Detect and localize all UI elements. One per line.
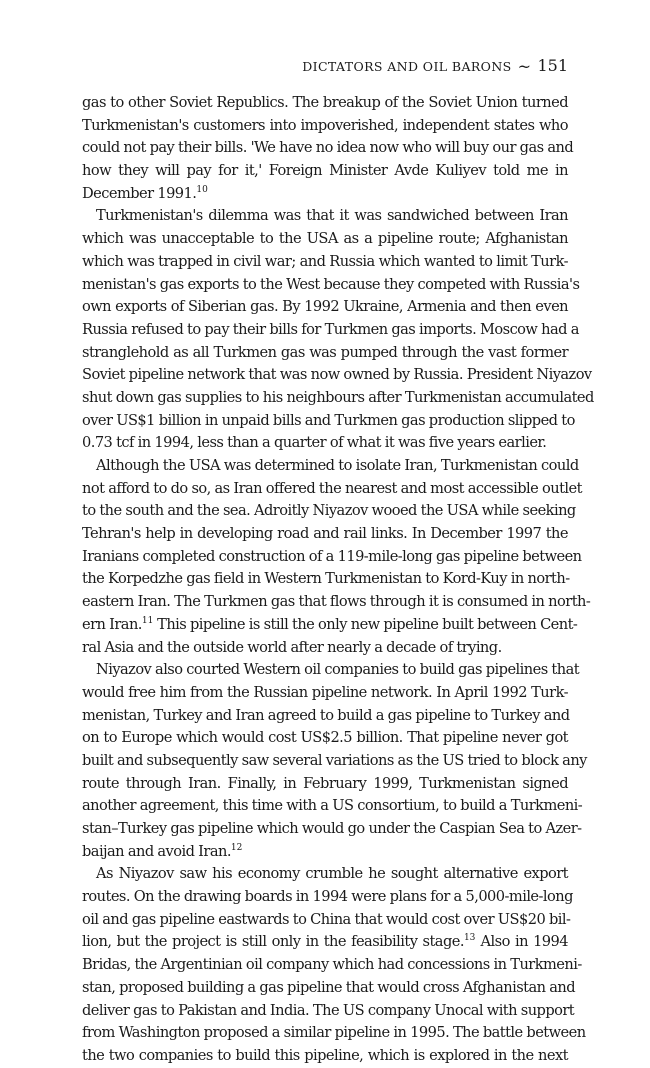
text-line (82, 977, 576, 1000)
text-line (82, 319, 579, 342)
text-line (82, 137, 574, 160)
text-line (82, 92, 568, 115)
line-text: ral Asia and the outside world after nearly a decade of trying. (82, 638, 502, 656)
text-line (82, 863, 568, 886)
footnote-marker: 11 (141, 615, 154, 626)
text-line (82, 841, 568, 864)
text-line (82, 568, 568, 591)
text-line (82, 727, 568, 750)
line-text: As Niyazov saw his economy crumble he sought alternative export (96, 865, 568, 883)
running-title: DICTATORS AND OIL BARONS (302, 59, 512, 74)
text-line (82, 931, 568, 954)
text-line (82, 1045, 568, 1068)
text-line (82, 387, 594, 410)
line-text: which was trapped in civil war; and Russia which wanted to limit Turk- (82, 252, 568, 270)
line-text: stan, proposed building a gas pipeline that would cross Afghanistan and (82, 978, 576, 996)
line-text: stranglehold as all Turkmen gas was pumped through the vast former (82, 343, 568, 361)
text-line (82, 205, 568, 228)
line-text: own exports of Siberian gas. By 1992 Ukraine, Armenia and then even (82, 298, 568, 316)
text-line (82, 364, 592, 387)
text-line (82, 909, 571, 932)
line-text: baijan and avoid Iran. (82, 842, 231, 860)
line-text: eastern Iran. The Turkmen gas that flows through it is consumed in north- (82, 593, 591, 611)
line-text: lion, but the project is still only in the feasibility stage. (82, 933, 464, 951)
text-line (82, 183, 568, 206)
text-line (82, 251, 568, 274)
text-line (82, 432, 568, 455)
line-text: would free him from the Russian pipeline network. In April 1992 Turk- (82, 683, 568, 701)
line-text: Russia refused to pay their bills for Turkmen gas imports. Moscow had a (82, 320, 579, 338)
line-text: deliver gas to Pakistan and India. The US company Unocal with support (82, 1001, 575, 1019)
text-line (82, 818, 582, 841)
line-text: over US$1 billion in unpaid bills and Turkmen gas production slipped to (82, 411, 575, 429)
line-text: routes. On the drawing boards in 1994 were plans for a 5,000-mile-long (82, 888, 573, 906)
text-line (82, 773, 568, 796)
text-line (82, 659, 580, 682)
line-text: 0.73 tcf in 1994, less than a quarter of what it was five years earlier. (82, 434, 547, 452)
text-line (82, 1000, 575, 1023)
line-text: December 1991. (82, 184, 197, 202)
text-line (82, 342, 568, 365)
line-text: menistan's gas exports to the West because they competed with Russia's (82, 275, 580, 293)
footnote-marker: 13 (463, 933, 476, 944)
page-number: 151 (537, 56, 568, 75)
text-line (82, 591, 591, 614)
line-text: Soviet pipeline network that was now owned by Russia. President Niyazov (82, 366, 592, 384)
text-line (82, 750, 587, 773)
text-line (82, 160, 568, 183)
text-line (82, 500, 576, 523)
text-line (82, 795, 583, 818)
line-text: menistan, Turkey and Iran agreed to build a gas pipeline to Turkey and (82, 706, 570, 724)
text-line (82, 228, 568, 251)
line-text: gas to other Soviet Republics. The breakup of the Soviet Union turned (82, 94, 568, 111)
body-text (82, 92, 594, 1068)
text-line (82, 614, 578, 637)
text-line (82, 455, 579, 478)
line-text: on to Europe which would cost US$2.5 billion. That pipeline never got (82, 729, 568, 747)
text-line (82, 296, 568, 319)
line-text: oil and gas pipeline eastwards to China that would cost over US$20 bil- (82, 910, 571, 928)
footnote-marker: 12 (230, 842, 243, 853)
line-text: how they will pay for it,' Foreign Minister Avde Kuliyev told me in (82, 162, 568, 180)
line-text: which was unacceptable to the USA as a pipeline route; Afghanistan (82, 230, 568, 248)
line-text: ern Iran. (82, 615, 142, 633)
text-line (82, 115, 568, 138)
line-text: to the south and the sea. Adroitly Niyazov wooed the USA while seeking (82, 502, 576, 520)
line-text: Turkmenistan's customers into impoverished, independent states who (82, 116, 568, 134)
text-line (82, 886, 573, 909)
text-line (82, 682, 568, 705)
line-text: Niyazov also courted Western oil companies to build gas pipelines that (96, 661, 580, 679)
line-text: built and subsequently saw several variations as the US tried to block any (82, 751, 587, 769)
line-text: not afford to do so, as Iran offered the nearest and most accessible outlet (82, 479, 582, 497)
line-text: could not pay their bills. 'We have no idea now who will buy our gas and (82, 139, 574, 157)
text-line (82, 478, 582, 501)
line-text-continued: This pipeline is still the only new pipeline built between Cent- (153, 615, 578, 633)
text-line (82, 274, 580, 297)
line-text: Bridas, the Argentinian oil company which had concessions in Turkmeni- (82, 956, 582, 974)
line-text-continued: Also in 1994 (475, 933, 569, 951)
line-text: Although the USA was determined to isolate Iran, Turkmenistan could (96, 457, 579, 474)
line-text: Tehran's help in developing road and rail links. In December 1997 the (82, 525, 568, 543)
text-line (82, 954, 582, 977)
line-text: the two companies to build this pipeline, which is explored in the next (82, 1046, 568, 1064)
line-text: from Washington proposed a similar pipeline in 1995. The battle between (82, 1024, 586, 1042)
text-line (82, 705, 568, 728)
line-text: shut down gas supplies to his neighbours after Turkmenistan accumulated (82, 388, 594, 406)
line-text: another agreement, this time with a US consortium, to build a Turkmeni- (82, 797, 583, 815)
text-line (82, 1022, 586, 1045)
text-line (82, 523, 568, 546)
line-text: route through Iran. Finally, in February 1999, Turkmenistan signed (82, 774, 568, 792)
text-line (82, 637, 568, 660)
running-head (82, 56, 568, 77)
line-text: stan–Turkey gas pipeline which would go under the Caspian Sea to Azer- (82, 820, 582, 837)
footnote-marker: 10 (196, 184, 208, 195)
line-text: Iranians completed construction of a 119-mile-long gas pipeline between (82, 547, 582, 565)
line-text: Turkmenistan's dilemma was that it was sandwiched between Iran (96, 207, 568, 225)
text-line (82, 546, 582, 569)
separator-tilde: ~ (517, 57, 532, 76)
line-text: the Korpedzhe gas field in Western Turkmenistan to Kord-Kuy in north- (82, 570, 570, 588)
text-line (82, 410, 575, 433)
